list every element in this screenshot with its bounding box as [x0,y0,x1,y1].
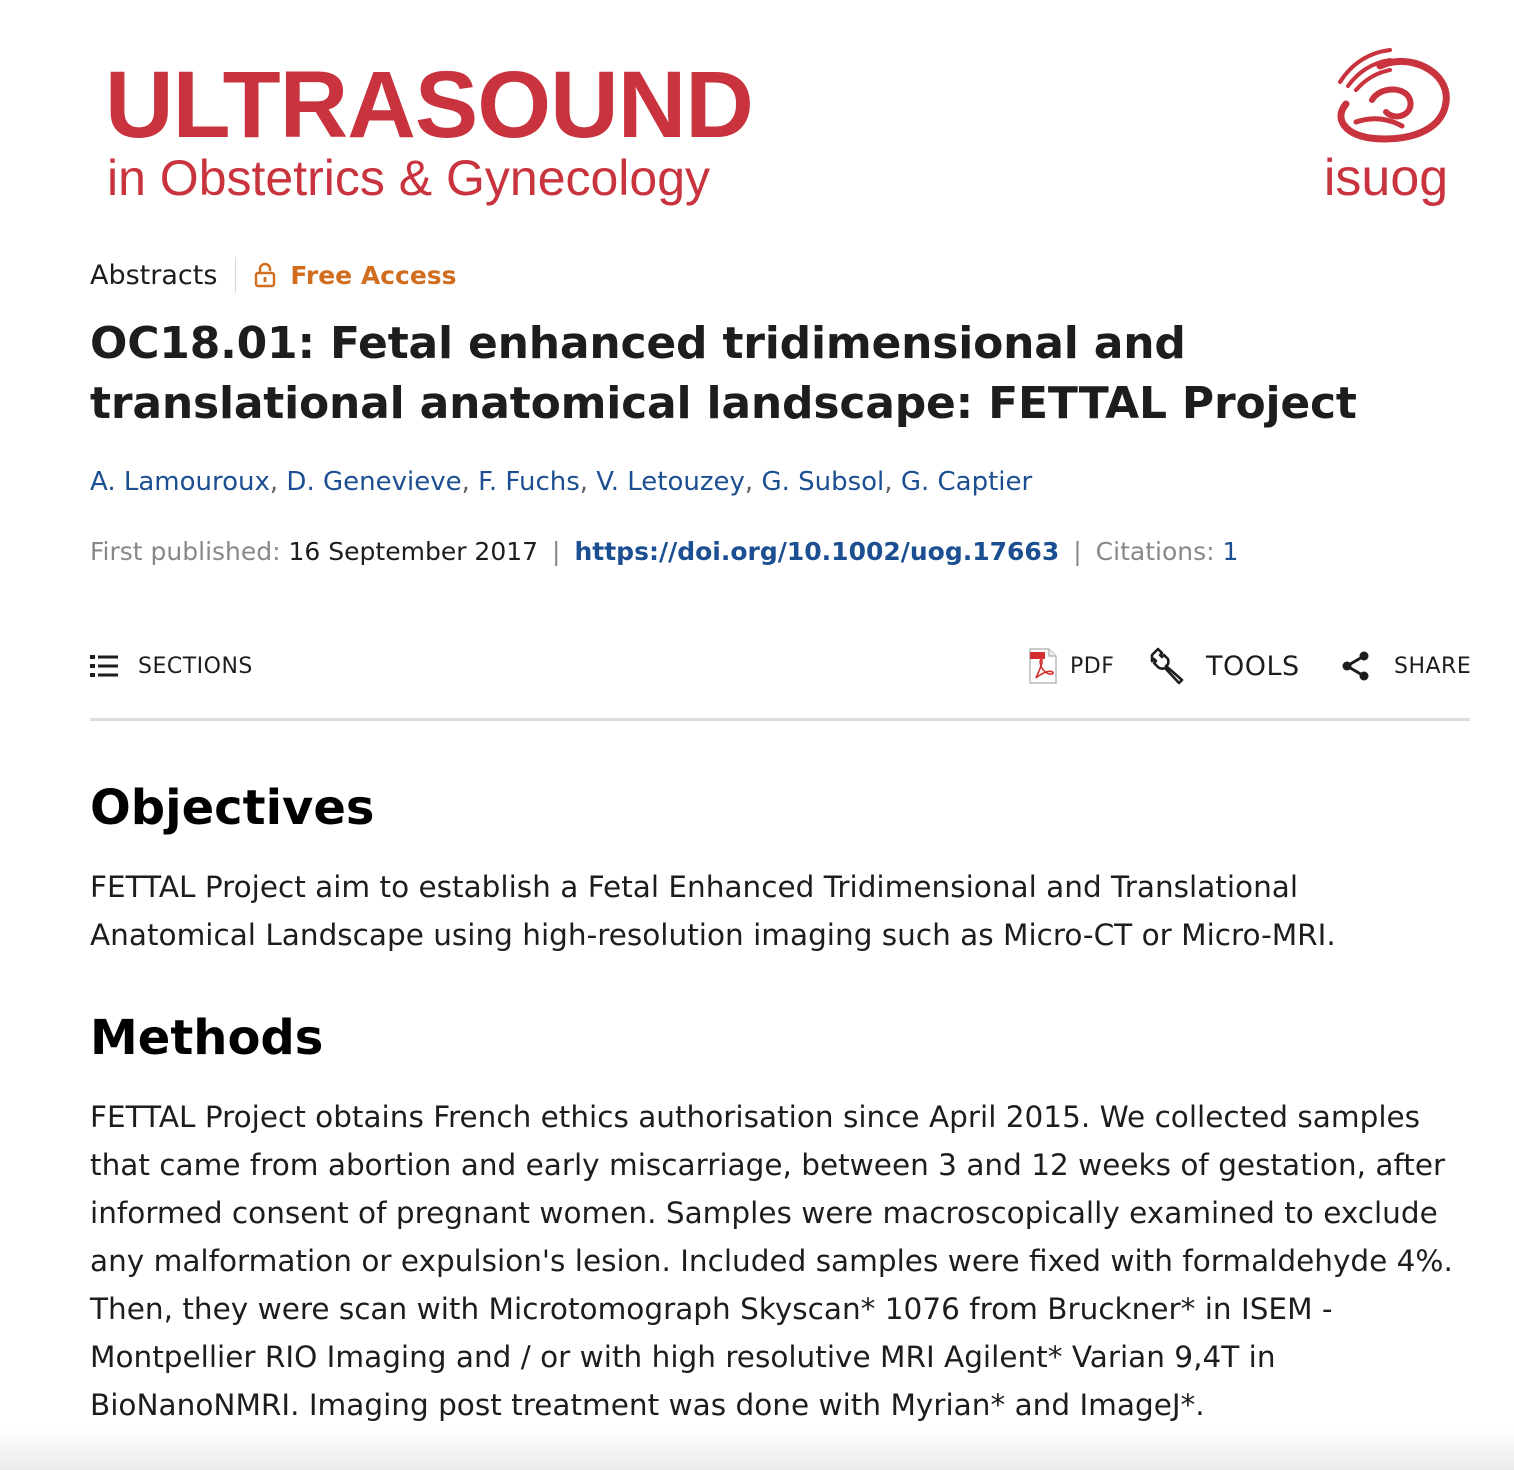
journal-subtitle: in Obstetrics & Gynecology [107,150,711,206]
type-divider [235,257,236,293]
objectives-text: FETTAL Project aim to establish a Fetal Enhanced Tridimensional and Translational Anatomical Landscape using high-resolution imaging such as Micro-CT or Micro-MRI. [90,870,1336,952]
free-access-badge: Free Access [290,260,457,290]
author-link[interactable]: D. Genevieve [286,467,462,497]
author-separator: , [461,467,479,497]
share-label: SHARE [1394,653,1472,679]
doi-link[interactable]: https://doi.org/10.1002/uog.17663 [574,537,1060,566]
article-title: OC18.01: Fetal enhanced tridimensional and translational anatomical landscape: FETTAL Project [90,318,1357,429]
society-name: isuog [1323,149,1449,207]
author-link[interactable]: G. Captier [900,467,1033,497]
citations-label: Citations: [1095,537,1215,566]
pdf-button[interactable] [1028,640,1114,692]
wrench-icon [1148,647,1186,685]
pdf-file-icon [1028,647,1058,685]
list-icon [90,654,118,678]
citations-count[interactable]: 1 [1222,537,1239,566]
methods-text: FETTAL Project obtains French ethics authorisation since April 2015. We collected samples that came from abortion and early miscarriage, between 3 and 12 weeks of gestation, after informed consent of pregnant women. Samples were macroscopically examined to exclude any malformation or expulsion's lesion. Included samples were fixed with formaldehyde 4%. Then, they were scan with Microtomograph Skyscan* 1076 from Bruckner* in ISEM - Montpellier RIO Imaging and / or with high resolutive MRI Agilent* Varian 9,4T in BioNanoNMRI. Imaging post treatment was done with Myrian* and ImageJ*. [90,1100,1453,1422]
article-toolbar [90,640,1470,692]
author-separator: , [269,467,287,497]
meta-separator: | [552,537,561,566]
tools-button[interactable] [1148,640,1300,692]
fetus-logo-icon [1310,42,1460,152]
article-type-row [90,255,457,295]
first-published-label: First published: [90,537,281,566]
author-link[interactable]: G. Subsol [761,467,885,497]
author-separator: , [579,467,597,497]
author-list [90,464,1032,500]
meta-separator: | [1073,537,1082,566]
pdf-label: PDF [1070,653,1115,679]
author-separator: , [744,467,762,497]
society-logo[interactable] [1310,42,1460,217]
article-type: Abstracts [90,259,218,291]
journal-logo[interactable] [105,52,825,218]
share-icon [1340,650,1372,682]
author-link[interactable]: V. Letouzey [596,467,745,497]
tools-label: TOOLS [1206,650,1300,682]
lock-icon [254,262,276,288]
journal-name: ULTRASOUND [105,52,753,158]
sections-button[interactable] [90,640,253,692]
objectives-heading: Objectives [90,780,375,836]
author-link[interactable]: A. Lamouroux [90,467,270,497]
methods-heading: Methods [90,1010,324,1066]
publication-meta [90,534,1238,570]
toolbar-divider [90,718,1470,721]
sections-label: SECTIONS [138,653,253,679]
author-link[interactable]: F. Fuchs [478,467,580,497]
bottom-fade [0,1430,1514,1470]
author-separator: , [884,467,901,497]
share-button[interactable] [1340,640,1471,692]
first-published-date: 16 September 2017 [288,537,539,566]
